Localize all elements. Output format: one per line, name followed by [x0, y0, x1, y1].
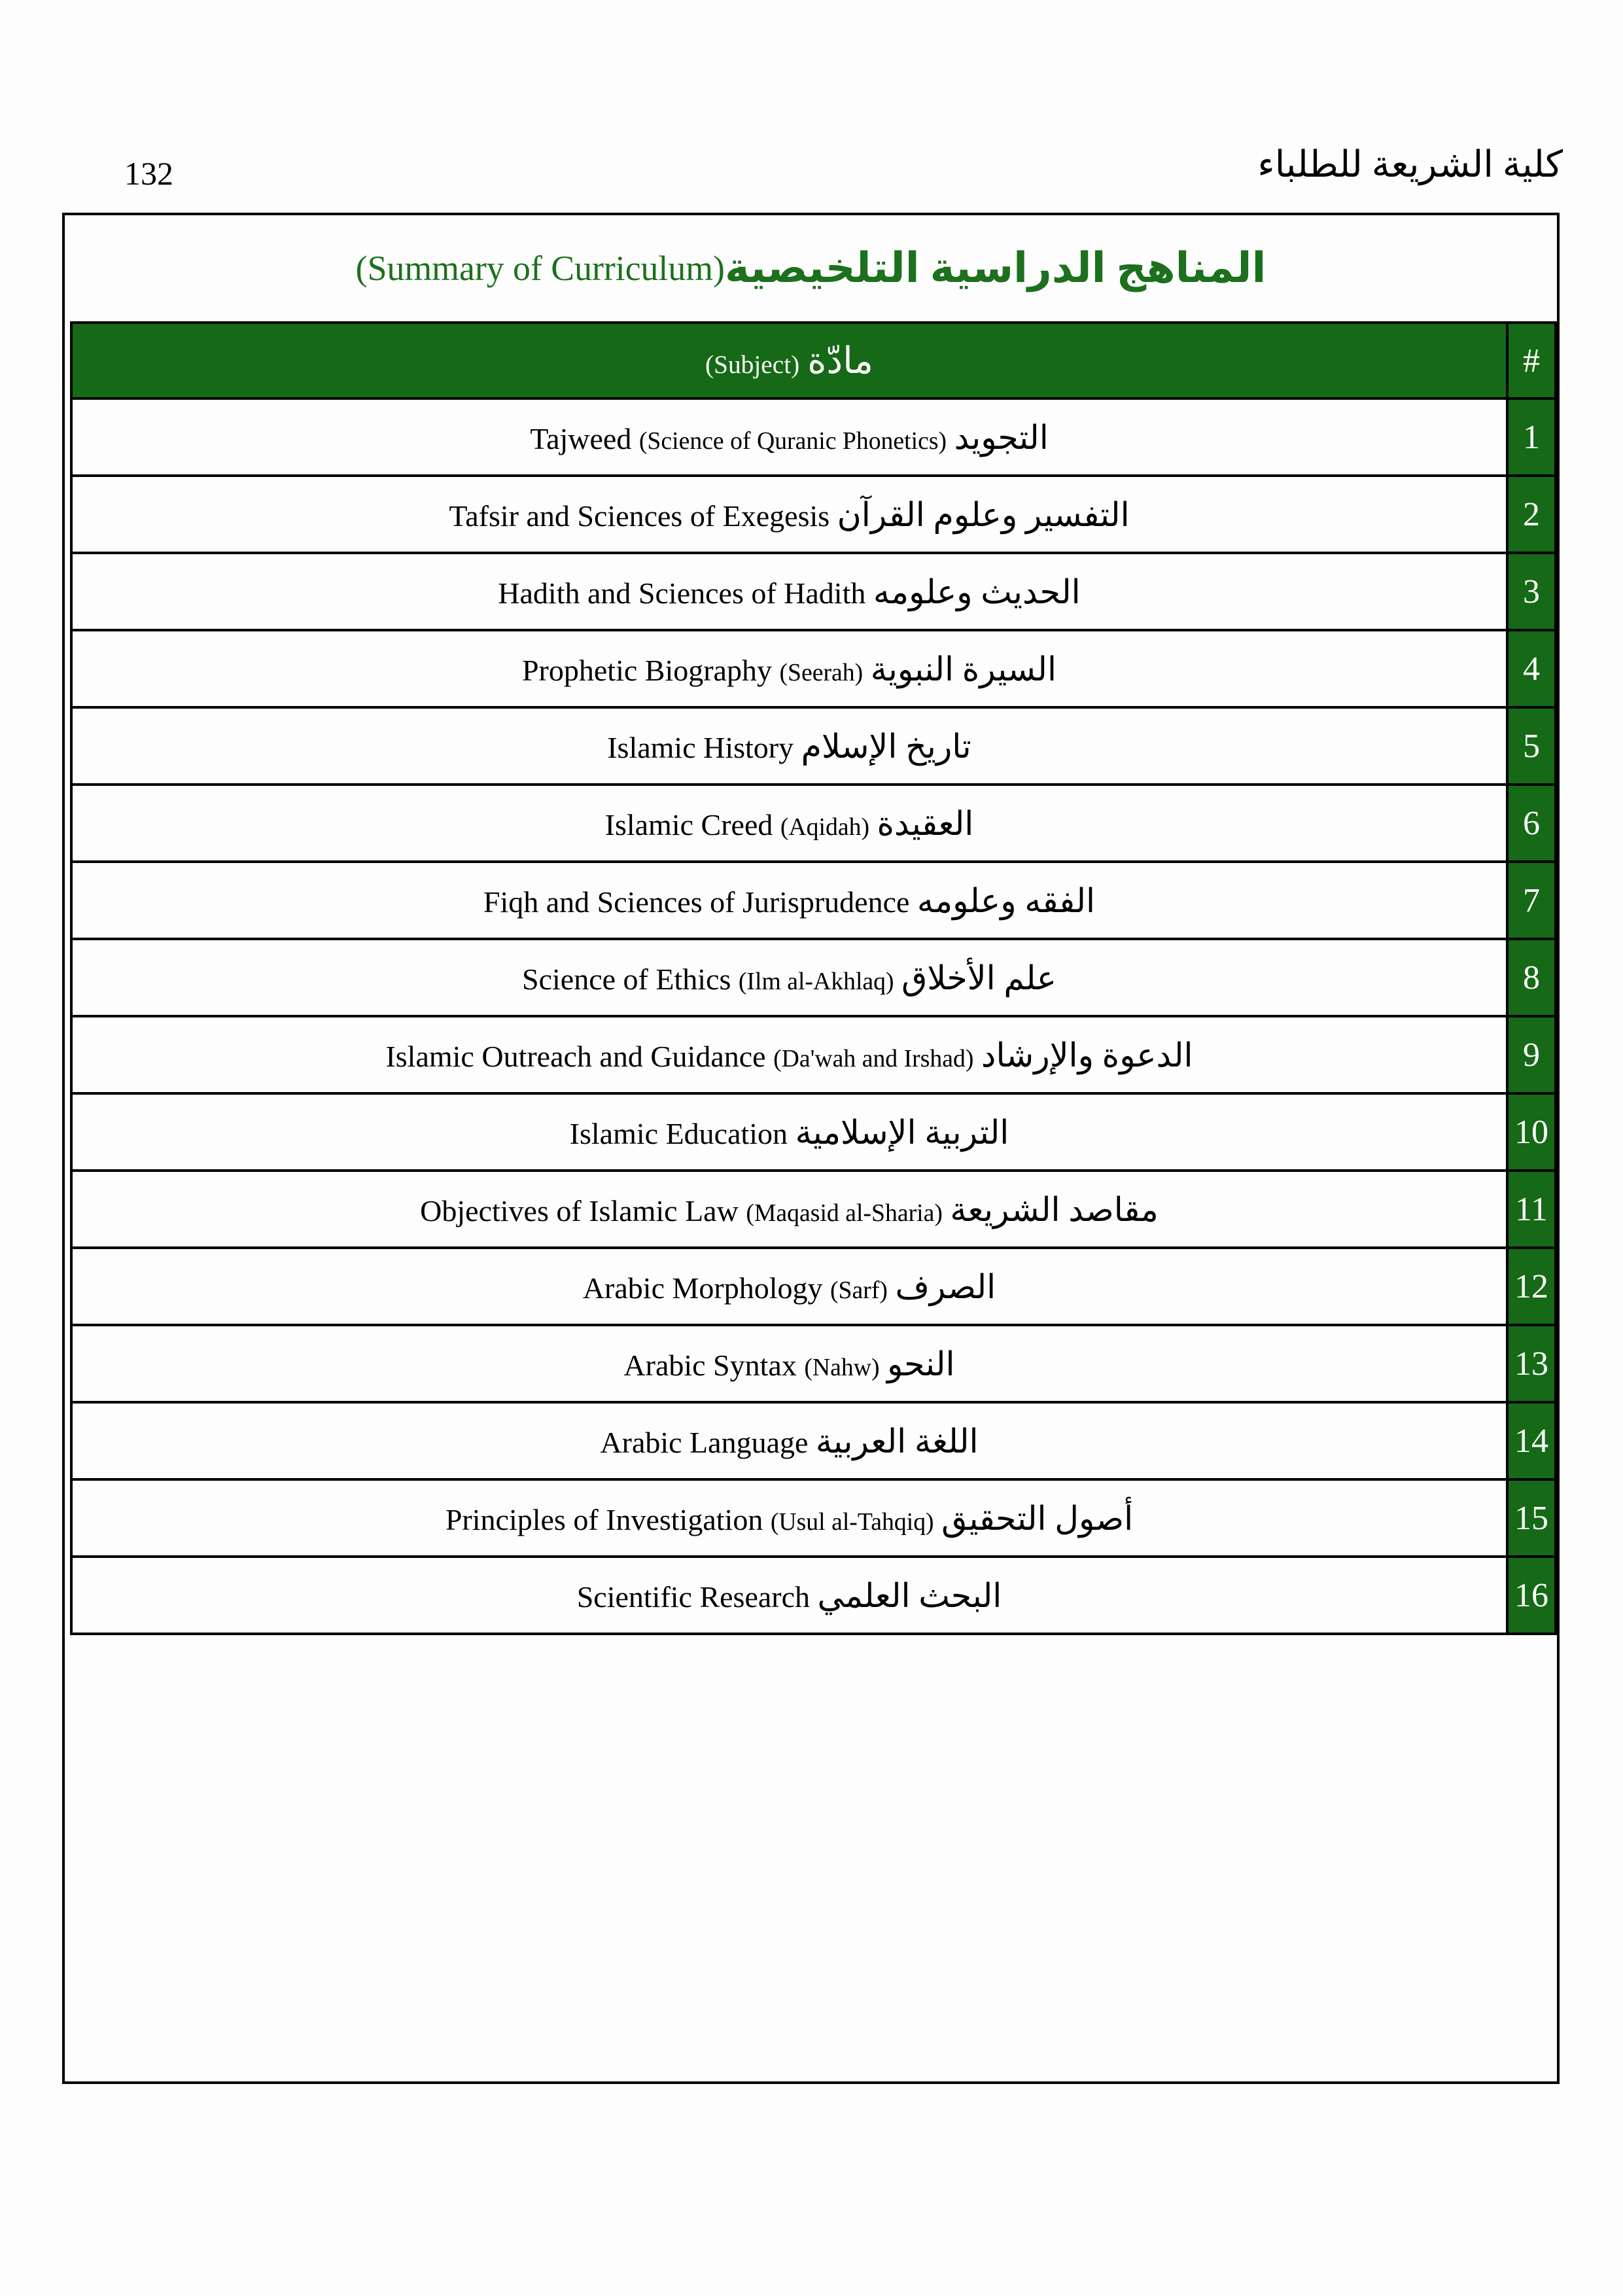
- subject-cell: Arabic Language اللغة العربية: [71, 1402, 1507, 1479]
- subject-cell: Islamic Outreach and Guidance (Da'wah and Irshad) الدعوة والإرشاد: [71, 1016, 1507, 1093]
- table-title: (Summary of Curriculum) المناهج الدراسية التلخيصية: [355, 245, 1266, 291]
- table-row: [71, 862, 1556, 939]
- table-row: [71, 1479, 1556, 1557]
- table-row: [71, 1016, 1556, 1093]
- row-number-cell: 11: [1507, 1171, 1556, 1248]
- row-number-cell: 2: [1507, 476, 1556, 553]
- table-row: [71, 939, 1556, 1016]
- subject-cell: Objectives of Islamic Law (Maqasid al-Sharia) مقاصد الشريعة: [71, 1171, 1507, 1248]
- table-row: [71, 630, 1556, 707]
- subject-cell: Arabic Morphology (Sarf) الصرف: [71, 1248, 1507, 1325]
- table-row: [71, 785, 1556, 862]
- subject-column-header: (Subject) مادّة: [71, 323, 1507, 398]
- row-number-column-header: #: [1507, 323, 1556, 398]
- subject-cell: Principles of Investigation (Usul al-Tahqiq) أصول التحقيق: [71, 1479, 1507, 1557]
- row-number-cell: 7: [1507, 862, 1556, 939]
- table-row: [71, 1557, 1556, 1634]
- subject-cell: Arabic Syntax (Nahw) النحو: [71, 1325, 1507, 1402]
- table-row: [71, 398, 1556, 476]
- table-row: [71, 476, 1556, 553]
- page-number: 132: [124, 155, 173, 192]
- row-number-cell: 4: [1507, 630, 1556, 707]
- table-row: [71, 707, 1556, 785]
- subject-cell: Tafsir and Sciences of Exegesis التفسير وعلوم القرآن: [71, 476, 1507, 553]
- subject-cell: Tajweed (Science of Quranic Phonetics) التجويد: [71, 398, 1507, 476]
- subject-cell: Islamic Education التربية الإسلامية: [71, 1093, 1507, 1171]
- row-number-cell: 10: [1507, 1093, 1556, 1171]
- subject-cell: Scientific Research البحث العلمي: [71, 1557, 1507, 1634]
- row-number-cell: 8: [1507, 939, 1556, 1016]
- table-row: [71, 553, 1556, 630]
- table-row: [71, 1325, 1556, 1402]
- row-number-cell: 14: [1507, 1402, 1556, 1479]
- row-number-cell: 15: [1507, 1479, 1556, 1557]
- row-number-cell: 9: [1507, 1016, 1556, 1093]
- subject-cell: Islamic Creed (Aqidah) العقيدة: [71, 785, 1507, 862]
- table-row: [71, 1093, 1556, 1171]
- subject-cell: Science of Ethics (Ilm al-Akhlaq) علم الأخلاق: [71, 939, 1507, 1016]
- row-number-cell: 12: [1507, 1248, 1556, 1325]
- table-frame: [62, 213, 1560, 2084]
- subject-cell: Hadith and Sciences of Hadith الحديث وعلومه: [71, 553, 1507, 630]
- row-number-cell: 5: [1507, 707, 1556, 785]
- subject-cell: Prophetic Biography (Seerah) السيرة النبوية: [71, 630, 1507, 707]
- row-number-cell: 13: [1507, 1325, 1556, 1402]
- row-number-cell: 6: [1507, 785, 1556, 862]
- table-row: [71, 1402, 1556, 1479]
- curriculum-table: [70, 321, 1557, 1635]
- table-row: [71, 1248, 1556, 1325]
- subject-cell: Islamic History تاريخ الإسلام: [71, 707, 1507, 785]
- row-number-cell: 16: [1507, 1557, 1556, 1634]
- subject-cell: Fiqh and Sciences of Jurisprudence الفقه وعلومه: [71, 862, 1507, 939]
- row-number-cell: 1: [1507, 398, 1556, 476]
- row-number-cell: 3: [1507, 553, 1556, 630]
- table-row: [71, 1171, 1556, 1248]
- table-header-row: [71, 323, 1556, 398]
- document-header-arabic: كلية الشريعة للطلباء: [1257, 145, 1563, 185]
